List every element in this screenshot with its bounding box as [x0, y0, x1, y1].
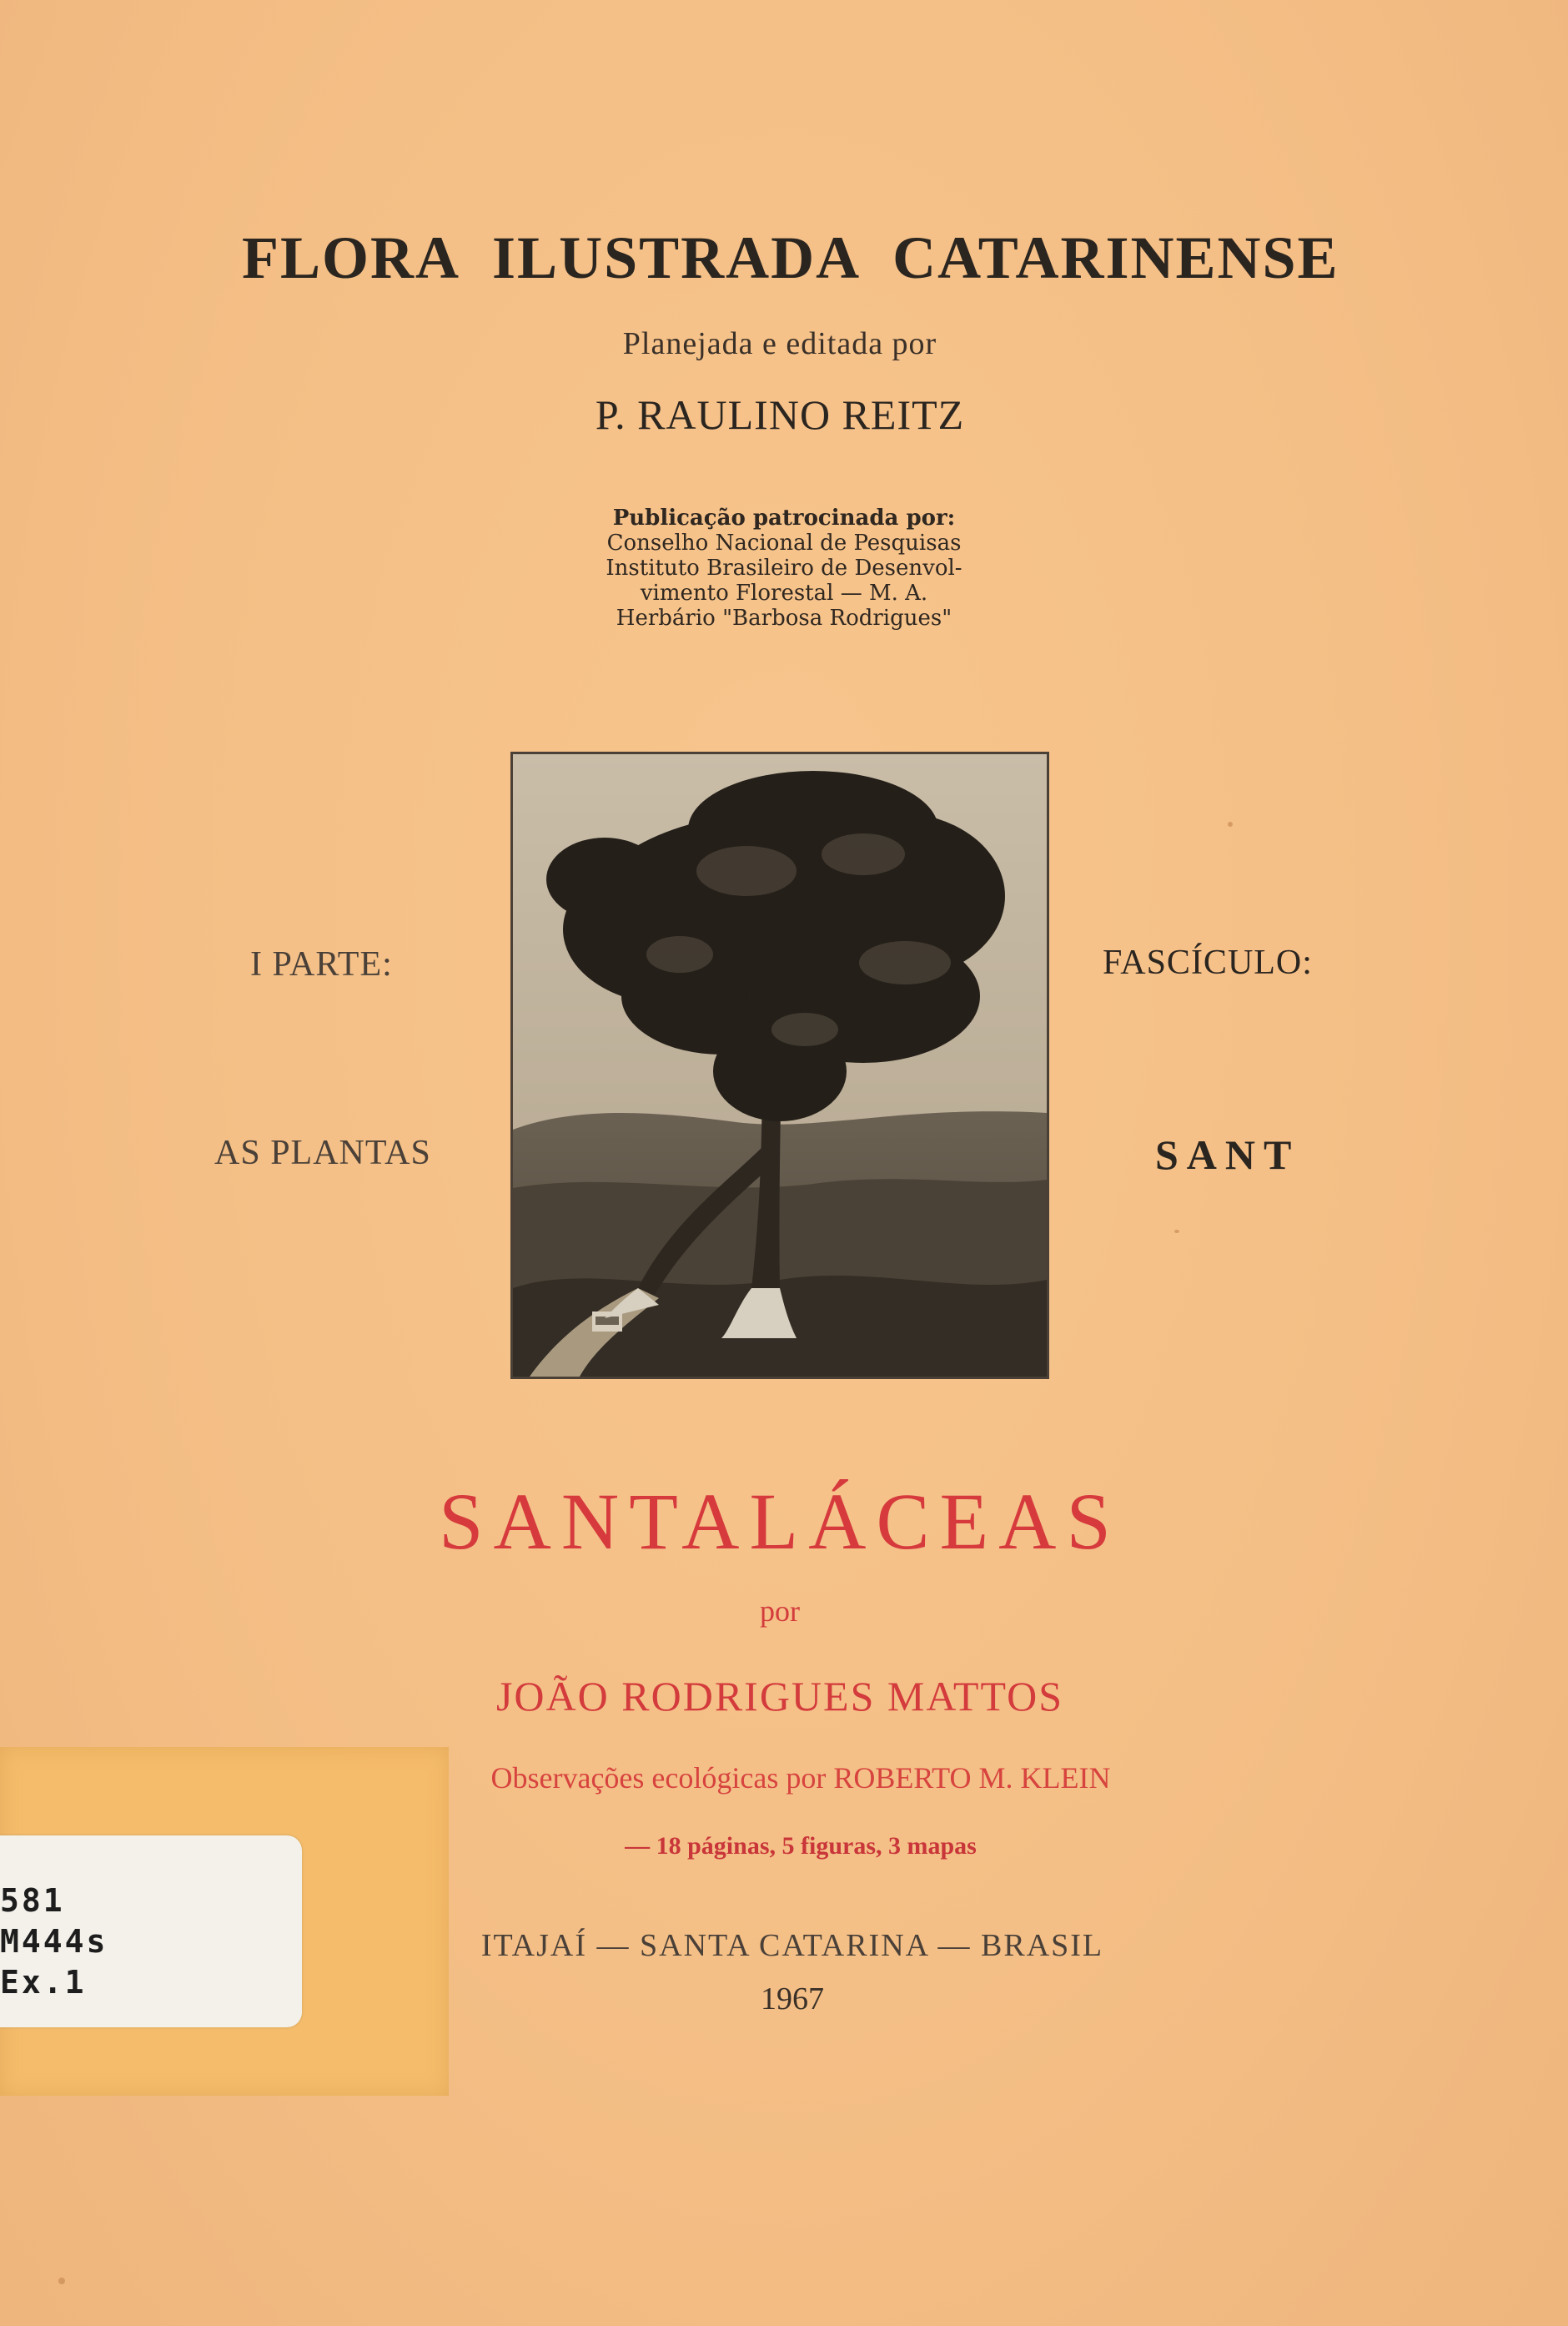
by-text: por — [760, 1594, 800, 1628]
sponsorship-block — [500, 506, 1068, 631]
tree-photo-illustration — [513, 754, 1047, 1377]
ecological-observations: Observações ecológicas por ROBERTO M. KLEIN — [490, 1761, 1111, 1795]
sponsor-line: Instituto Brasileiro de Desenvol- — [606, 556, 962, 581]
tree-photograph — [510, 752, 1049, 1379]
sponsorship-heading: Publicação patrocinada por: — [612, 506, 956, 531]
part-name: AS PLANTAS — [214, 1134, 431, 1172]
paper-stain — [1174, 1230, 1179, 1233]
imprint-place: ITAJAÍ — SANTA CATARINA — BRASIL — [480, 1928, 1104, 1963]
paper-stain — [58, 2278, 65, 2284]
planned-by-text: Planejada e editada por — [622, 326, 937, 361]
sponsor-line: Conselho Nacional de Pesquisas — [606, 531, 962, 556]
call-number-line: Ex.1 — [0, 1964, 87, 2001]
editor-name: P. RAULINO REITZ — [595, 391, 965, 438]
call-number-line: 581 — [0, 1882, 65, 1919]
paper-stain — [1228, 822, 1233, 827]
sponsor-line: vimento Florestal — M. A. — [640, 581, 928, 606]
part-label: I PARTE: — [250, 945, 393, 984]
imprint-year: 1967 — [761, 1981, 824, 2016]
sponsor-line: Herbário "Barbosa Rodrigues" — [616, 606, 952, 631]
author-name: JOÃO RODRIGUES MATTOS — [495, 1673, 1064, 1719]
monograph-title: SANTALÁCEAS — [439, 1477, 1121, 1566]
fascicle-label: FASCÍCULO: — [1103, 944, 1313, 982]
call-number-line: M444s — [0, 1923, 108, 1960]
page-count-text: — 18 páginas, 5 figuras, 3 mapas — [625, 1832, 977, 1860]
series-title: FLORA ILUSTRADA CATARINENSE — [242, 224, 1339, 291]
fascicle-code: SANT — [1155, 1131, 1300, 1178]
